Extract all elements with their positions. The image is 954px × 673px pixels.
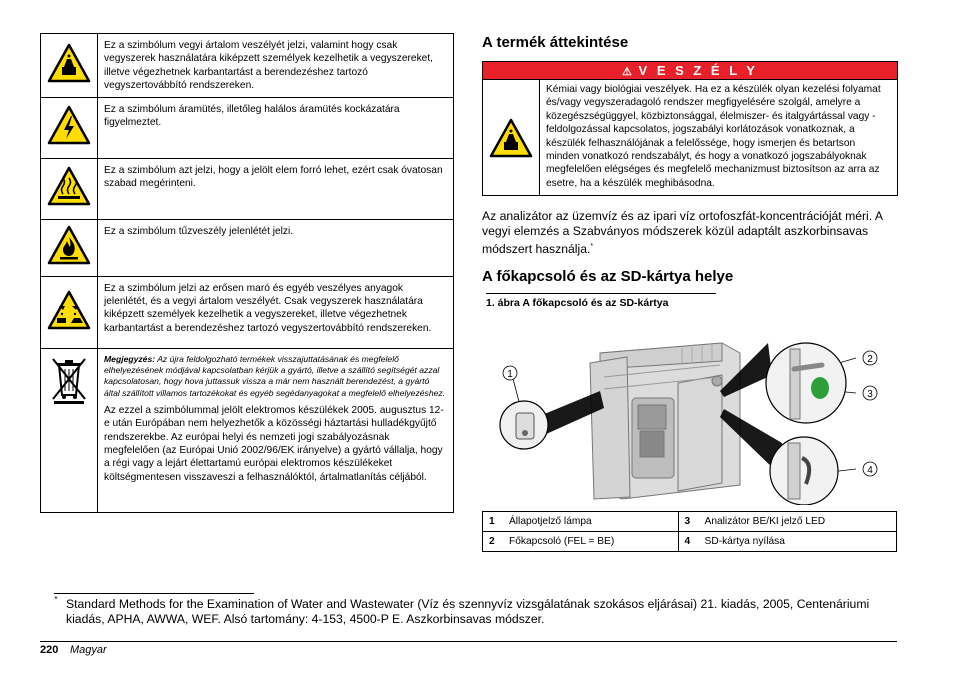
footnote-mark: * (54, 595, 58, 604)
weee-bin-icon (41, 348, 98, 512)
weee-note (104, 354, 447, 399)
danger-box (482, 61, 898, 196)
symbol-table (40, 33, 454, 513)
figure-rule (486, 293, 716, 294)
footnote-ref: * (590, 243, 594, 251)
analyzer-figure (482, 313, 897, 505)
callout-4: 4 (867, 465, 873, 476)
footnote-rule (54, 593, 254, 594)
weee-cell (98, 348, 454, 512)
overview-body-text: Az analizátor az üzemvíz és az ipari víz ortofoszfát-koncentrációját méri. A vegyi elemzés a Szabványos módszerek közül adaptált aszkorbinsavas módszert használja. (482, 209, 883, 257)
legend-label: Állapotjelző lámpa (503, 512, 678, 532)
footer-rule (40, 641, 897, 642)
symbol-text: Ez a szimbólum azt jelzi, hogy a jelölt elem forró lehet, ezért csak óvatosan szabad megérinteni. (98, 158, 454, 219)
callout-1: 1 (507, 369, 513, 380)
callout-2: 2 (867, 354, 873, 365)
symbol-text: Ez a szimbólum vegyi ártalom veszélyét jelzi, valamint hogy csak vegyszerek használatára kiképzett személyek kezelhetik a vegyszereket, illetve végezhetnek karbantartást a berendezéshez tartozó vegyszertovábbító rendszereken. (98, 34, 454, 98)
fire-hazard-icon (41, 219, 98, 276)
footer-language: Magyar (70, 644, 107, 656)
note-label: Megjegyzés: (104, 353, 156, 364)
overview-heading: A termék áttekintése (482, 34, 629, 51)
switch-heading: A főkapcsoló és az SD-kártya helye (482, 268, 734, 285)
overview-body (482, 209, 896, 258)
weee-text: Az ezzel a szimbólummal jelölt elektromos készülékek 2005. augusztus 12-e után Európában nem helyezhetők a közösségi háztartási hulladékgyűjtő rendszerekbe. Az európai helyi és nemzeti jogi szabályozásnak megfelelően (az Európai Unió 2002/96/EK irányelve) a gyártó vállalja, hogy a régi vagy a lejárt élettartamú európai elektromos készülékeket költségmentesen visszaveszi a felhasználóktól, ártalmatlanítás céljából. (104, 404, 444, 483)
symbol-text: Ez a szimbólum áramütés, illetőleg halálos áramütés kockázatára figyelmeztet. (98, 97, 454, 158)
symbol-text: Ez a szimbólum tűzveszély jelenlétét jelzi. (98, 219, 454, 276)
legend-num: 1 (483, 512, 504, 532)
danger-text: Kémiai vagy biológiai veszélyek. Ha ez a készülék olyan kezelési folyamat és/vagy vegyszeradagoló rendszer megfigyelésére szolgál, amelyre a közegészségüggyel, közbiztonsággal, élelmiszer- és italgyártással vagy -feldolgozással kapcsolatos, jogszabályi korlátozások vonatkoznak, a készülék felhasználójának a felelőssége, hogy ismerjen és betartson minden vonatkozó rendszabályt, és hogy a vonatkozó jogszabályoknak megfelelően elégséges és megfelelő mechanizmust biztosítson az arra az esetre, ha a készülék meghibásodna. (546, 84, 881, 189)
legend-num: 2 (483, 532, 504, 552)
legend-label: SD-kártya nyílása (699, 532, 897, 552)
footnote-text: Standard Methods for the Examination of Water and Wastewater (Víz és szennyvíz vizsgálatának szokásos eljárásai) 21. kiadás, 2005, Centenáriumi kiadás, APHA, AWWA, WEF. Alsó tartomány: 4-153, 4500-P E. Aszkorbinsavas módszer. (66, 597, 870, 627)
electric-shock-icon (41, 97, 98, 158)
danger-label: V E S Z É L Y (638, 63, 758, 78)
danger-header (483, 62, 897, 80)
hot-surface-icon (41, 158, 98, 219)
legend-label: Analizátor BE/KI jelző LED (699, 512, 897, 532)
page-number: 220 (40, 644, 59, 656)
legend-label: Főkapcsoló (FEL = BE) (503, 532, 678, 552)
note-text: Az újra feldolgozható termékek visszajuttatásának és megfelelő elhelyezésének módjával kapcsolatban kérjük a gyártó, illetve a szállító segítségét azzal kapcsolatosan, hogy hova juttassuk vissza a már nem használt berendezést, a gyártó által szállított villamos tartozékokat és egyéb segédanyagokat a megfelelő elhelyezéshez. (104, 353, 446, 398)
legend-num: 3 (678, 512, 699, 532)
callout-3: 3 (867, 389, 873, 400)
warning-triangle-icon: ⚠ (622, 66, 632, 78)
symbol-text: Ez a szimbólum jelzi az erősen maró és egyéb veszélyes anyagok jelenlétét, és a vegyi ártalom veszélyét. Csak vegyszerek használatára kiképzett személyek kezelhetik a vegyszereket, illetve végezhetnek karbantartást a berendezéshez tartozó vegyszertovábbító rendszereken. (98, 276, 454, 348)
corrosive-icon (41, 276, 98, 348)
legend-num: 4 (678, 532, 699, 552)
figure-caption: 1. ábra A főkapcsoló és az SD-kártya (486, 297, 669, 309)
chemical-hazard-icon (483, 80, 540, 195)
figure-legend (482, 511, 897, 552)
chemical-hazard-icon (41, 34, 98, 98)
